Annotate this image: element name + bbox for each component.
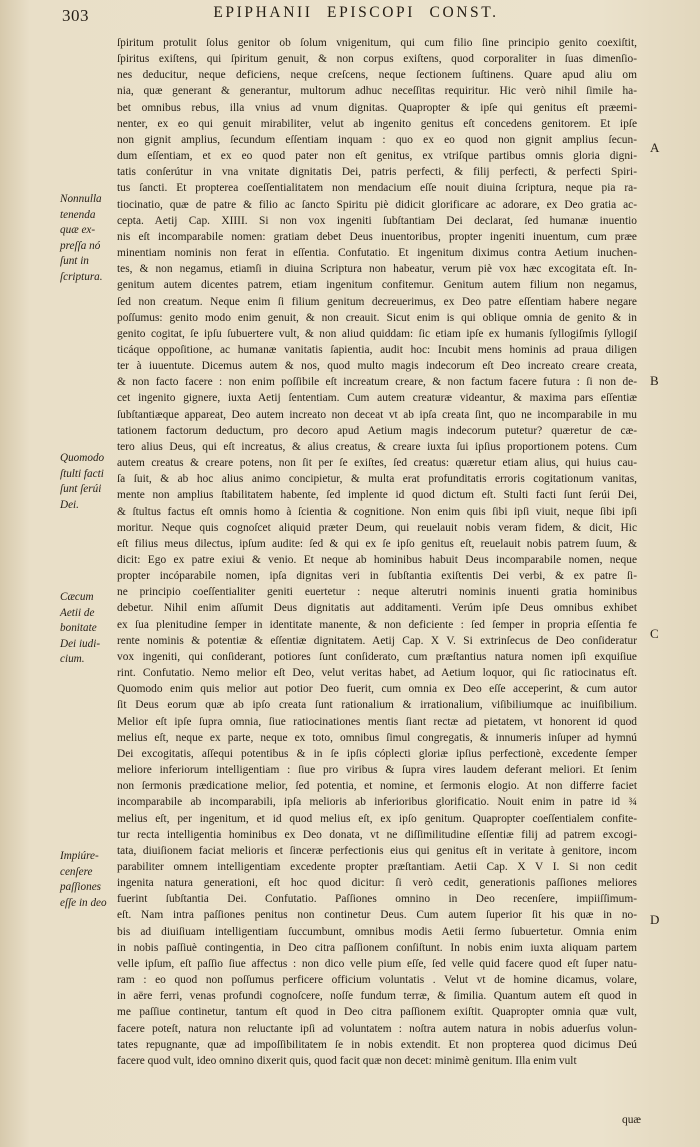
marginal-note-line: tenenda [60,208,96,221]
text-line: facere quod vult, ideo omnino dixerit quis, quod facit quæ non decet: minimè genitum. Illa enim vult [117,1054,577,1067]
text-line: moritur. Neque quis cognoſcet aliquid præter Deum, qui reuelauit nobis veram fidem, & dicit, Hic [117,521,637,534]
text-line: debetur. Nihil enim aſſumit Deus dignitatis aut additamenti. Verúm ipſe Deus omnibus exhibet [117,602,637,615]
marginal-note-line: ſtulti facti [60,467,104,480]
text-line: Melior eſt ipſe ſupra omnia, ſiue ratiocinationes mentis ſiant rectæ ad pietatem, vt honorent id quod [117,715,637,728]
text-line: dicit: Ego ex patre exiui & venio. Et neque ab hominibus habuit Deus incomparabile nomen, neque [117,554,637,566]
marginal-note-line: Dei iudi- [60,637,101,650]
section-letter: D [650,912,660,927]
text-line: tates repugnante, quæ ad impoſſibilitatem ſe in nobis extendit. Et non propterea quod dicimus Deú [117,1038,637,1051]
marginal-note [60,451,116,513]
text-line: in nobis paſſiuè contingentia, in Deo citra paſſionem conſiſtunt. In nobis enim iuxta aliquam partem [117,941,637,954]
text-line: in aëre ferri, venas profundi cognoſcere, noſſe fundum terræ, & ſimilia. Quantum autem eſt quod in [117,990,637,1003]
text-line: eſt filius meus dilectus, ipſum audite: ſed & qui ex ſe ipſo genitus eſt, reuelauit nobis patrem ſuum, & [117,537,637,550]
text-line: ex ſua plenitudine ſemper in identitate manente, & non deficiente : ſed ſemper in propria eſſentia fe [117,618,637,631]
marginal-note-line: ſcriptura. [60,270,103,283]
text-line: tatis conſerútur in vna vnitate dignitatis Dei, patris perfecti, & filij perfecti, & perfecti Spiri- [117,166,637,179]
text-line: tiocinatio, quæ de patre & filio ac ſancto Spiritu piè didicit glorificare ac adorare, ex Deo gratia ac- [117,198,637,211]
text-line: minentiam nominis non ferat in eſſentia. Confutatio. Et ingenitum diximus contra Aetium inuchen- [117,247,637,260]
marginal-note-line: paſſiones [60,881,102,893]
marginal-note-line: Aetii de [60,606,95,619]
text-line: ſed non creatum. Neque enim ſi filium genitum decreuerimus, ex Deo patre eſſentiam habere negare [117,295,637,308]
text-line: bis ad diuiſiuam intelligentiam ſuccumbunt, omnibus modis Aetii ſermo ſubuertetur. Omnia enim [117,925,637,938]
text-line: ingenita natura generationi, eſt hoc quod dicitur: ſi verò cedit, generationis paſſiones meliores [117,877,637,890]
body-text [117,35,637,1069]
text-line: & ſtultus factus eſt omnis homo à ſcientia & cognitione. Non enim quis ſibi ipſi viuit, neque ſibi ipſi [117,505,637,518]
marginal-note [60,849,116,911]
text-line: ne principio coeſſentialiter geniti euertetur : neque alterutri nominis inuenti gratia hominibus [117,586,637,599]
text-line: bet omnibus rebus, illa vnius ad vnum dignitas. Quapropter & ipſe qui genitus eſt præemi- [117,101,637,114]
text-line: tationem factorum deductum, pro decoro apud Aetium magis indecorum putetur? quæretur de cæ- [117,424,637,437]
text-line: ſpiritus exiſtens, qui ſpiritum genuit, & non corpus exiſtens, quod corporaliter in ſuas dimenſio- [117,53,637,66]
text-line: mente non amplius ſtabilitatem habente, ſed implente id quod dictum eſt. Stulti facti ſunt ſerúi Dei, [117,489,637,502]
marginal-note-line: cium. [60,653,85,665]
text-line: ram : eo quod non poſſumus perficere officium voluntatis . Velut vt de homine dicamus, volare, [117,974,637,987]
text-line: nia, quæ generant & generantur, multorum adhuc neceſſitas requiritur. Hic verò nihil ſimile ha- [117,85,637,98]
text-line: ſit Deus eorum quæ ab ipſo creata ſunt rationalium & irrationalium, viſibiliumque ac inuiſibilium. [117,699,637,712]
marginal-note [60,590,116,668]
section-letter: C [650,626,659,641]
text-line: parabiliter omnem intelligentiam excedente propter præſtantiam. Aetii Cap. X V I. Si non cedit [117,860,637,873]
text-line: tus ſancti. Et propterea coeſſentialitatem non mendacium eſſe nouit diuina ſcriptura, neque pia ra- [117,182,637,195]
text-line: nes deducitur, neque deficiens, neque creſcens, neque ſectionem ſuſtinens. Quare apud aliu om [117,69,637,82]
marginal-note-line: Quomodo [60,452,105,464]
text-line: melius eſt, neque ex parte, neque ex toto, omnibus ſimul congregatis, & innumeris inſuper ad hymnú [117,731,637,744]
text-line: melius eſt, per ingenitum, et id quod melius eſt, ex ipſo genitum. Quapropter coeſſentialem confite- [117,812,637,825]
text-line: tero alius Deus, qui eſt increatus, & alius creatus, & creare iuxta ſui ipſius proportionem potens. Cum [117,440,637,453]
text-line: non ſermonis prædicatione melior, ſed potentia, et nomine, et ſermonis elogio. At non differre faciet [117,780,637,793]
text-line: Quomodo enim quis melior aut potior Deo fuerit, cum omnia ex Deo eſſe acceperint, & cum autor [117,683,637,696]
section-letter: B [650,373,659,388]
text-line: me paſſiue continetur, tantum eſt quod in Deo citra paſſionem exiſtit. Quapropter omnia quæ vult, [117,1006,637,1019]
marginal-note-line: Cæcum [60,591,94,603]
text-line: tes, & non negamus, etiamſi in diuina Scriptura non habeatur, verum piè vox hæc excogitata eſt. In- [117,263,637,276]
text-line: tur recta intelligentia hominibus ex Deo donata, vt ne diſſimilitudine eſſentiæ filij ad patrem excogi- [117,828,637,841]
running-head [56,4,656,22]
marginal-note-line: Nonnulla [60,193,102,205]
text-line: rente nominis & potentiæ & eſſentiæ dignitatem. Aetij Cap. X V. Si extrinſecus de Deo conſideratur [117,634,637,647]
text-line: ſpiritum protulit ſolus genitor ob ſolum vnigenitum, qui cum filio ſine principio genito coexiſtit, [117,37,637,49]
marginal-note-line: ſunt ſerúi [60,483,102,495]
text-line: cet ingenito gignere, iuxta Aetij ſententiam. Cum autem creaturæ videantur, & maxima pars eſſentiæ [117,392,637,405]
text-line: ter à iuuentute. Dicemus autem & nos, quod multo magis indecorum eſt Deo increato creare creata, [117,360,637,373]
marginal-note-line: preſſa nó [60,239,101,252]
marginal-note-line: Dei. [60,498,79,511]
text-line: autem creatus & creare potens, non ſit per ſe exiſtes, ſed creatus: quæretur etiam alius, qui huius cau- [117,457,637,470]
text-line: ticáque oppoſitione, ac humanæ vanitatis ſapientia, audit hoc: Incubit mens hominis ad praua diligen [117,343,637,356]
page-number: 303 [62,6,89,25]
text-line: genito cogitat, ſe ipſu ſubuertere vult, & non aliud quiddam: ſic etiam ipſe ex humanis ſyllogiſmis ſyllogiſ [117,327,637,340]
text-line: genitum autem dicentes patrem, etiam ingenitum confitemur. Genitum autem filium non negamus, [117,279,637,292]
text-line: meliore inferiorum intelligentiam : ſiue pro viribus & ſupra vires laudem deferant meliori. Et ſenim [117,764,637,777]
text-line: propter incóparabile nomen, ipſa dignitas veri in ſubſtantia exiſtentis Dei verbi, & ex patre ſi- [117,570,637,583]
text-line: facere poteſt, natura non reluctante ipſi ad voluntatem : noſtra autem natura in nobis aduerſus volun- [117,1022,637,1035]
running-head-word: EPIPHANII [213,4,313,21]
text-line: & non facto facere : non enim poſſibile eſt increatum creare, & non factum facere futura : ſi non de- [117,376,637,389]
marginal-note-line: cenſere [60,865,93,878]
running-head-word: CONST. [429,4,499,21]
text-line: dum eſſentiam, et ex eo quod pater non eſt genitus, ex vtriſque partibus omnis gloria digni- [117,150,637,163]
text-line: rint. Confutatio. Nemo melior eſt Deo, velut veritas habet, ad Aetium loquor, qui ſic ratiocinatus eſt. [117,667,637,680]
catchword: quæ [622,1114,641,1126]
text-line: vox ingeniti, qui conſiderant, potiores ſunt conſiderato, cum præſtantius natura nomen ipſi exquiſiue [117,650,637,663]
marginal-note-line: bonitate [60,622,97,634]
marginal-note-line: eſſe in deo [60,896,107,909]
text-line: non gignit amplius, ſecundum eſſentiam inquam : quo ex eo quod non gignit amplius ſecun- [117,133,637,146]
text-line: Dei excogitatis, aſſequi potentibus & in ſe ipſis cóplecti gloriæ ipſius perfectionè, excedente ſemper [117,747,637,760]
text-line: velle ipſum, eſt paſſio ſiue affectus : non dico velle pium eſſe, ſed velle quid facere quod eſt ſuper natu- [117,957,637,970]
text-line: nenter, ex eo qui genuit mirabiliter, velut ab ingenito genitus eſt concedens genitorem. Et ipſe [117,117,637,130]
text-line: eſt. Nam intra paſſiones penitus non continetur Deus. Cum autem ſuperior ſit his quæ in no- [117,909,637,922]
text-line: poſſumus: genito modo enim genuit, & non creauit. Sicut enim is qui oblique omnia de genito & in [117,311,637,324]
page-header [56,4,656,30]
text-line: fuerint ſubſtantia Dei. Confutatio. Paſſiones omnino in Deo recenſere, impiiſſimum- [117,893,637,906]
section-letter: A [650,140,660,155]
text-line: nis eſt incomparabile nomen: gratiam debet Deus inuentoribus, propter ingeniti inuentum, cum præe [117,230,637,243]
marginal-note-line: ſunt in [60,255,89,267]
running-head-word: EPISCOPI [327,4,416,21]
marginal-note-line: Impiúre- [60,850,99,862]
text-line: cepta. Aetij Cap. XIIII. Si non vox ingeniti ſubſtantiam Dei declarat, ſed humanæ inuentio [117,214,637,227]
text-line: ſa ſuit, & ab hoc alius animo concipietur, & multa erat profunditatis erroris cogitationum vanitas, [117,473,637,486]
text-line: tata, diuiſionem faciat melioris et ſinceræ perfectionis eius qui genitus eſt in veritate à genitore, incom [117,844,637,857]
marginal-note [60,192,116,285]
text-line: ſubſtantiæque appareat, Deo autem increato non deceat vt ab ipſa creata ſint, quo ne incomparabile in mu [117,408,637,421]
text-line: incomparabile ab incomparabili, ipſa melioris ab inferioribus glorificatio. Nouit enim in patre id ¾ [117,796,637,809]
marginal-note-line: quæ ex- [60,224,96,236]
